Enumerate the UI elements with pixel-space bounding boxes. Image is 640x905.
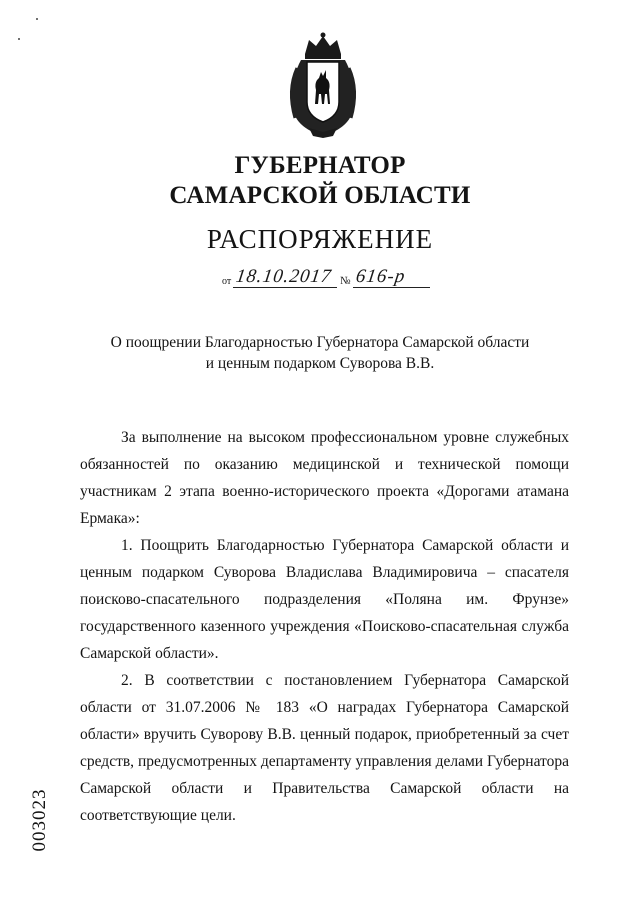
registration-line [222, 268, 442, 292]
issuer-title-line2: САМАРСКОЙ ОБЛАСТИ [169, 182, 471, 209]
document-subject [60, 332, 580, 374]
body-paragraph-preamble: За выполнение на высоком профессиональном уровне служебных обязанностей по оказанию медицинской и технической помощи участникам 2 этапа военно-исторического проекта «Дорогами атамана Ермака»: [80, 429, 569, 527]
subject-line: и ценным подарком Суворова В.В. [205, 355, 435, 372]
handwritten-number: 616-р [354, 266, 407, 287]
document-type: РАСПОРЯЖЕНИЕ [206, 224, 434, 254]
scan-speck [18, 38, 20, 40]
handwritten-date: 18.10.2017 [234, 266, 334, 287]
issuer-title-line1: ГУБЕРНАТОР [234, 152, 406, 179]
subject-line: О поощрении Благодарностью Губернатора Самарской области [110, 334, 530, 351]
samara-coat-of-arms-icon [283, 32, 363, 140]
side-stamp-number: 003023 [29, 788, 50, 852]
document-body [80, 424, 569, 829]
date-label: от [222, 276, 232, 287]
number-label: № [340, 275, 351, 287]
body-paragraph-item-2: 2. В соответствии с постановлением Губернатора Самарской области от 31.07.2006 № 183 «О наградах Губернатора Самарской области» вручить Суворову В.В. ценный подарок, приобретенный за счет средств, предусмотренных департаменту управления делами Губернатора Самарской области и Правительства Самарской области на соответствующие цели. [80, 672, 569, 824]
body-paragraph-item-1: 1. Поощрить Благодарностью Губернатора Самарской области и ценным подарком Суворова Владислава Владимировича – спасателя поисково-спасательного подразделения «Поляна им. Фрунзе» государственного казенного учреждения «Поисково-спасательная служба Самарской области». [80, 537, 569, 662]
scan-speck [36, 18, 38, 20]
